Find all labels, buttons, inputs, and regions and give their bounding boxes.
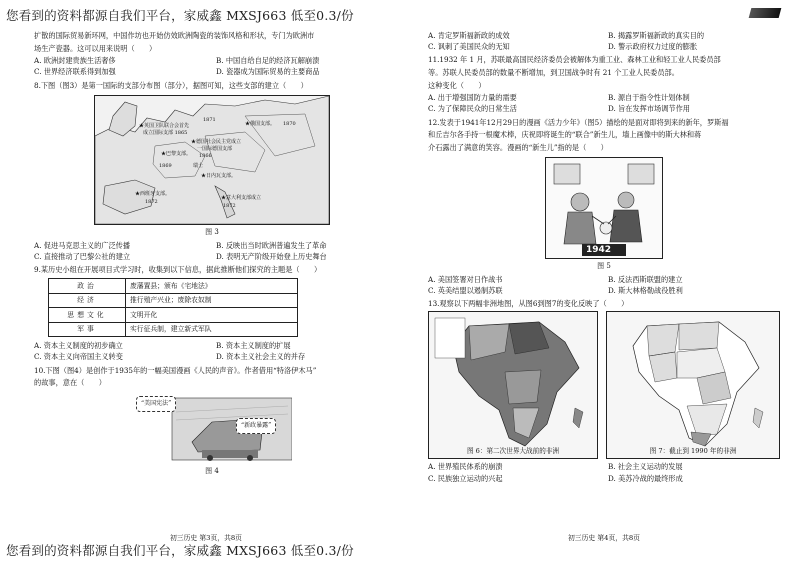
map-label-1870: 1870 [283,120,296,127]
q9-option-b: B. 资本主义制度的扩展 [216,341,291,351]
q10-option-c: C. 讽刺了美国民众的无知 [428,42,510,52]
map-label-geneva: ★日内瓦支部。 [201,172,237,179]
table-row [49,308,298,323]
q12-option-c: C. 英美结盟以遏制苏联 [428,286,503,296]
q12-option-d: D. 斯大林格勒战役胜利 [608,286,683,296]
q13-option-b: B. 社会主义运动的发展 [608,462,683,472]
q10-option-a: A. 肯定罗斯福新政的成效 [428,31,510,40]
q7-options [34,55,390,77]
q8-stem: 8.下图（图3）是第一国际的支部分布图（部分），据图可知，这些支部的建立（ ） [34,80,308,90]
q11-stem-line1: 11.1932 年 1 月，苏联最高国民经济委员会被解体为重工业、森林工业和轻工业人民委员部 [428,55,721,65]
figure-7-map [606,311,780,459]
q11-stem-line3: 这种变化（ ） [428,80,486,90]
table-row [49,279,298,294]
table-cell-value: 推行殖产兴业；废除农奴制 [126,293,298,308]
table-cell-key: 政治 [49,279,126,294]
map-label-britain-1: ★英国卫队联合会首先 [139,122,190,129]
q8-options [34,240,390,262]
figure-6-map [428,311,598,459]
table-cell-key: 经济 [49,293,126,308]
cartoon-year-label: 1942 [586,245,612,256]
map-label-1872-a: 1872 [145,198,158,205]
africa-map-1990-graphic [607,312,779,458]
figure-6-caption: 图 6：第二次世界大战前的非洲 [466,447,559,456]
figure-5-caption: 图 5 [597,262,611,271]
q10-stem-line1: 10.下图（图4）是创作于1935年的一幅美国漫画《人民的声音》。作者借用“特洛伊木马” [34,365,317,375]
q11-option-d: D. 旨在发挥市场调节作用 [608,104,690,114]
q13-option-c: C. 民族独立运动的兴起 [428,473,503,483]
q9-option-a: A. 资本主义制度的初步确立 [34,341,123,351]
q8-option-a: A. 促进马克思主义的广泛传播 [34,240,131,250]
q7-option-c: C. 世界经济联系得到加强 [34,67,116,77]
q11-option-b: B. 源自于指令性计划体制 [608,93,690,103]
right-page-footer: 初三历史 第4页，共8页 [568,534,640,542]
right-page [428,30,780,486]
q8-option-b: B. 反映出当时欧洲普遍发生了革命 [216,240,327,250]
map-label-1871: 1871 [203,116,216,123]
table-cell-key: 思想文化 [49,308,126,323]
table-row [49,322,298,337]
q7-intro-line2: 场生产瓷器。这可以用来说明（ ） [34,43,157,53]
q13-options [428,461,780,483]
q7-intro-line1: 扩散的国际贸易新环网，中国作坊也开始仿效欧洲陶瓷的装饰风格和形状，专门为欧洲市 [34,31,315,40]
left-page [34,30,390,479]
q10-option-b: B. 揭露罗斯福新政的真实目的 [608,31,705,40]
table-cell-key: 军事 [49,322,126,337]
cartoon-bubble-new-deal: “新政暴露” [236,418,276,433]
africa-map-prewar-graphic [429,312,597,458]
q7-option-b: B. 中国自给自足的经济瓦解崩溃 [216,56,320,66]
q8-option-c: C. 直接推动了巴黎公社的建立 [34,251,131,261]
map-label-germany-2: 一国际德国支部 [197,145,233,152]
q9-info-table [48,278,298,337]
table-cell-value: 实行征兵制，建立新式军队 [126,322,298,337]
q10-options [428,30,780,52]
figure-3-map [94,95,330,225]
q12-option-a: A. 美国签署对日作战书 [428,274,503,284]
africa-maps-row [428,311,780,459]
europe-map-graphic [95,96,329,224]
table-cell-value: 文明开化 [126,308,298,323]
q9-options [34,340,390,362]
q13-option-d: D. 美苏冷战的最终形成 [608,473,683,483]
q12-stem-line1: 12.发表于1941年12月29日的漫画《活力少年》（图5）描绘的是面对即将到来的新年，罗斯福 [428,117,729,127]
figure-7-caption: 图 7：截止到 1990 年的非洲 [649,447,737,456]
q11-option-a: A. 出于增强国防力量的需要 [428,93,517,103]
q11-options [428,92,780,114]
q9-option-d: D. 资本主义社会主义的并存 [216,352,306,362]
map-label-germany-1: ★德国社会民主党成立 [191,138,242,145]
figure-4-caption: 图 4 [205,467,219,476]
corner-mark [749,8,782,18]
q10-stem-line2: 的故事，意在（ ） [34,378,106,388]
q9-stem: 9.某历史小组在开展项目式学习时，收集到以下信息，据此推断他们探究的主题是（ ） [34,264,322,274]
cartoon-bubble-constitution: “美国宪法” [136,396,176,411]
q13-stem: 13.观察以下两幅非洲地图，从图6到图7的变化反映了（ ） [428,299,629,309]
q12-stem-line2: 和丘吉尔各手持一根魔术棒，庆祝即将诞生的“联合”新生儿，墙上画像中的斯大林和蒋 [428,130,702,140]
map-label-paris: ★巴黎支部。 [161,150,192,157]
q8-option-d: D. 表明无产阶级开始登上历史舞台 [216,251,327,261]
watermark-bottom: 您看到的资料都源自我们平台，家威鑫 MXSJ663 低至0.3/份 [6,543,354,558]
map-label-1869: 1869 [159,162,172,169]
figure-3-caption: 图 3 [205,227,219,236]
q12-options [428,274,780,296]
q13-option-a: A. 世界殖民体系的崩溃 [428,462,503,472]
map-label-russia: ★俄国支部。 [245,120,276,127]
q9-option-c: C. 资本主义向帝国主义转变 [34,352,123,362]
q11-option-c: C. 为了保障民众的日常生活 [428,104,517,114]
q10-option-d: D. 警示政府权力过度的膨胀 [608,42,698,52]
table-cell-value: 废藩置县；颁布《宅地法》 [126,279,298,294]
q12-option-b: B. 反法西斯联盟的建立 [608,274,683,284]
q12-stem-line3: 介石露出了满意的笑容。漫画的“新生儿”指的是（ ） [428,142,608,152]
map-label-1866: 1866 [199,152,212,159]
q7-option-d: D. 瓷器成为国际贸易的主要商品 [216,67,320,77]
watermark-top: 您看到的资料都源自我们平台，家威鑫 MXSJ663 低至0.3/份 [6,8,354,23]
map-label-italy: ★意大利支部成立 [221,194,262,201]
q7-option-a: A. 欧洲封建贵族生活奢侈 [34,56,116,66]
map-label-1872-b: 1872 [223,202,236,209]
new-year-cartoon-graphic [546,158,662,258]
map-label-switzerland: 瑞士 [193,162,204,169]
map-label-britain-2: 成立国际支部 1865 [143,129,188,136]
table-row [49,293,298,308]
figure-4-cartoon [132,392,292,464]
map-label-spain: ★西班牙支部。 [135,190,171,197]
figure-5-cartoon [545,157,663,259]
left-page-footer: 初三历史 第3页，共8页 [170,534,242,542]
q11-stem-line2: 等。苏联人民委员部的数量不断增加，到卫国战争时有 21 个工业人民委员部。 [428,67,679,77]
